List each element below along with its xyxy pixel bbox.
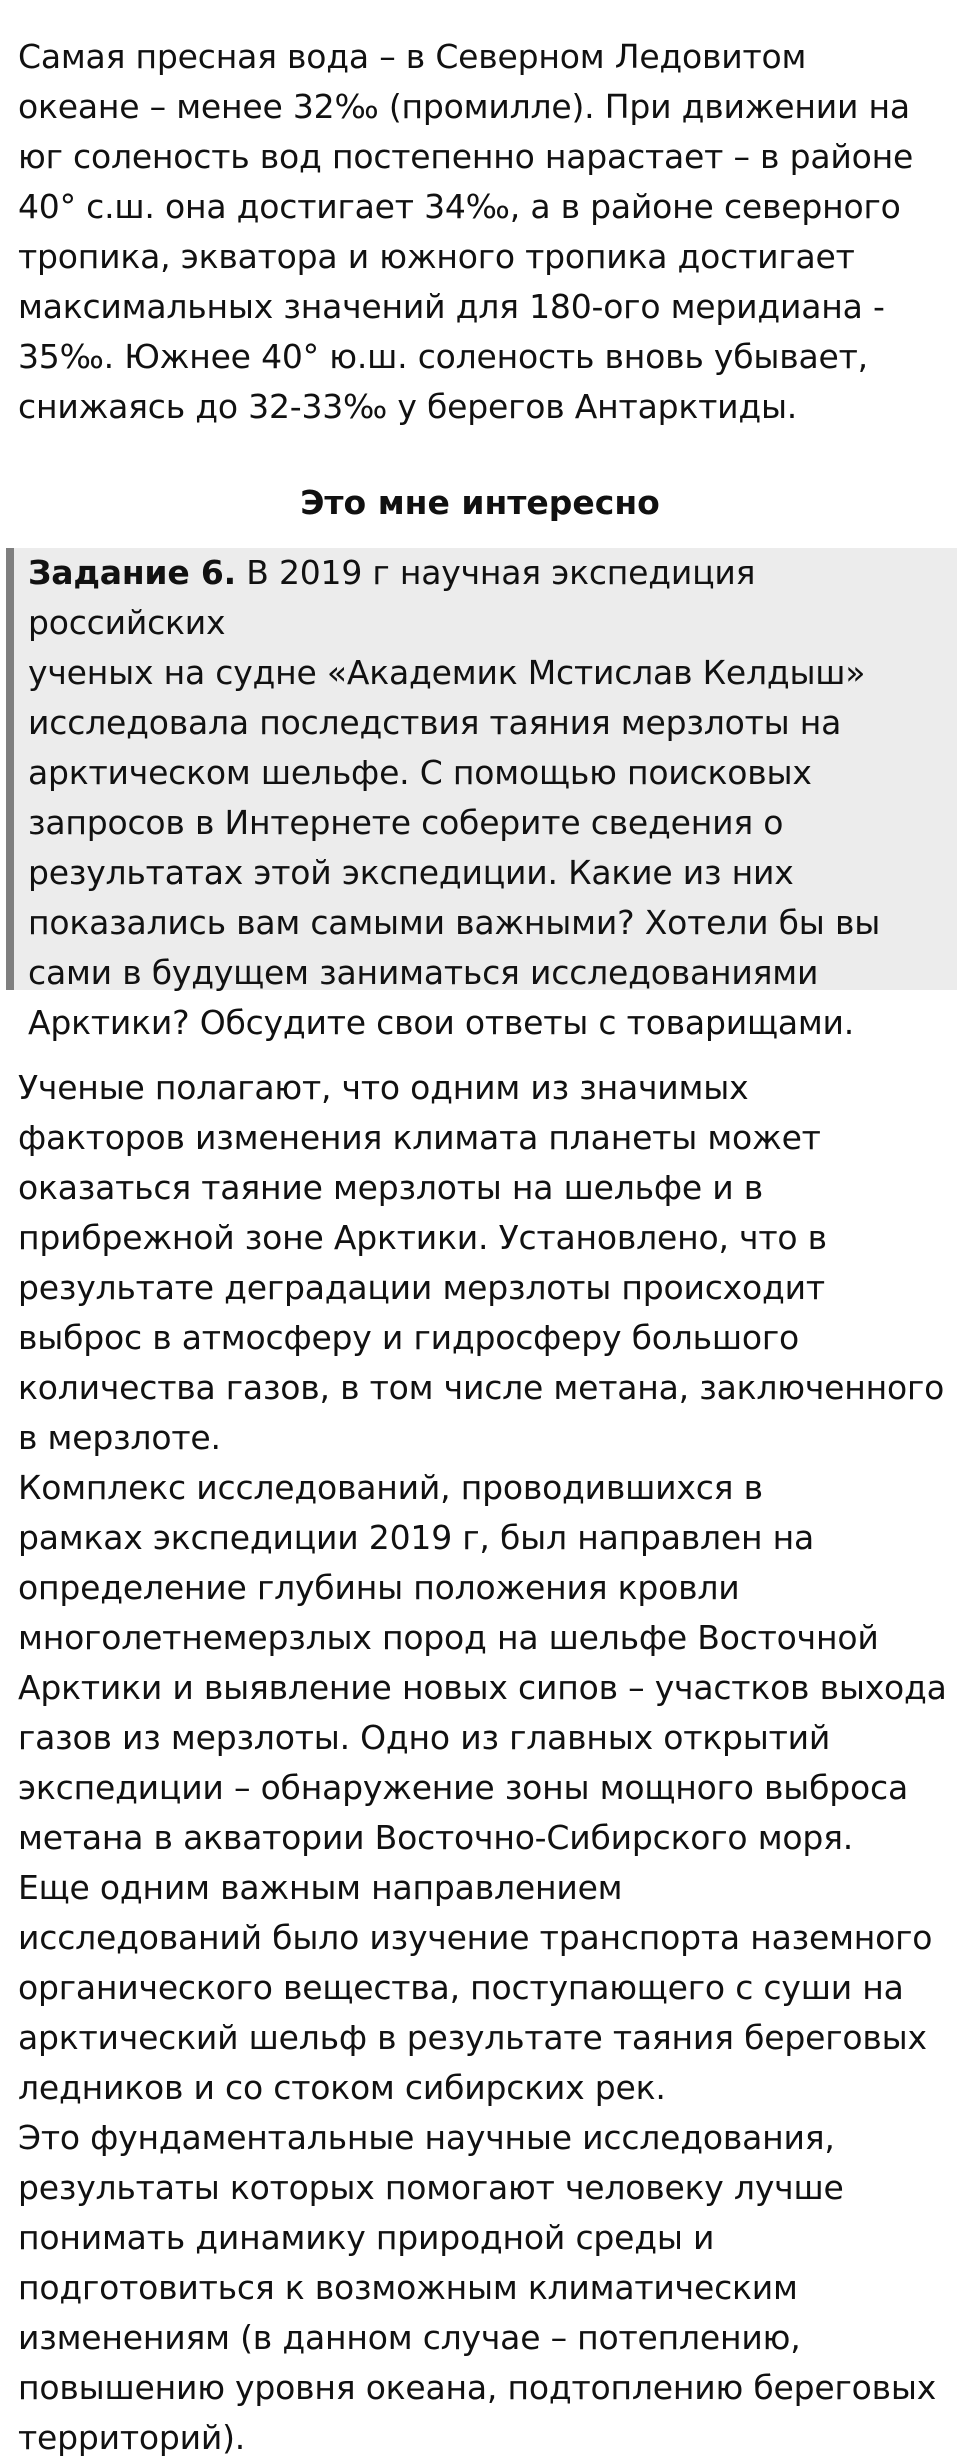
answer-paragraph-4: Это фундаментальные научные исследования, результаты которых помогают человеку лучше понимать динамику природной среды и подготовиться к возможным климатическим изменениям (в данном случае – потеплению, повышению уровня океана, подтоплению береговых территорий). — [18, 2118, 937, 2457]
section-heading: Это мне интересно — [300, 483, 660, 522]
task-paragraph — [28, 548, 958, 1048]
answer-paragraph-2: Комплекс исследований, проводившихся в рамках экспедиции 2019 г, был направлен на определение глубины положения кровли многолетнемерзлых пород на шельфе Восточной Арктики и выявление новых сипов – участков выхода газов из мерзлоты. Одно из главных открытий экспедиции – обнаружение зоны мощного выброса метана в акватории Восточно-Сибирского моря. — [18, 1468, 947, 1857]
intro-paragraph: Самая пресная вода – в Северном Ледовитом океане – менее 32‰ (промилле). При движении на юг соленость вод постепенно нарастает – в районе 40° с.ш. она достигает 34‰, а в районе северного тропика, экватора и южного тропика достигает максимальных значений для 180-ого меридиана - 35‰. Южнее 40° ю.ш. соленость вновь убывает, снижаясь до 32-33‰ у берегов Антарктиды. — [18, 37, 914, 426]
answer-paragraph-3: Еще одним важным направлением исследований было изучение транспорта наземного органического вещества, поступающего с суши на арктический шельф в результате таяния береговых ледников и со стоком сибирских рек. — [18, 1868, 933, 2107]
task-text: В 2019 г научная экспедиция российских ученых на судне «Академик Мстислав Келдыш» исследовала последствия таяния мерзлоты на арктическом шельфе. С помощью поисковых запросов в Интернете соберите сведения о результатах этой экспедиции. Какие из них показались вам самыми важными? Хотели бы вы сами в будущем заниматься исследованиями Арктики? Обсудите свои ответы с товарищами. — [28, 553, 881, 1042]
task-box — [6, 548, 957, 1042]
task-label: Задание 6. — [28, 553, 236, 592]
answer-paragraph-1: Ученые полагают, что одним из значимых факторов изменения климата планеты может оказаться таяние мерзлоты на шельфе и в прибрежной зоне Арктики. Установлено, что в результате деградации мерзлоты происходит выброс в атмосферу и гидросферу большого количества газов, в том числе метана, заключенного в мерзлоте. — [18, 1068, 945, 1457]
